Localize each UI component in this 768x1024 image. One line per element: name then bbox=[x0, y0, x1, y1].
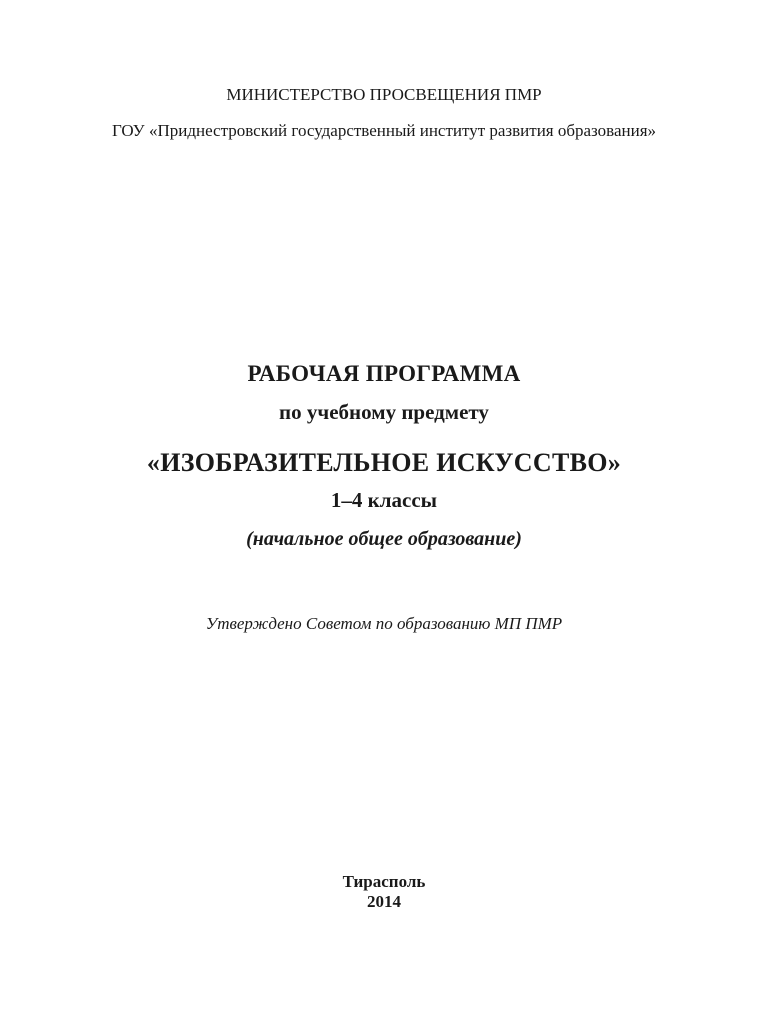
program-title: РАБОЧАЯ ПРОГРАММА bbox=[247, 361, 521, 386]
subject-name: «ИЗОБРАЗИТЕЛЬНОЕ ИСКУССТВО» bbox=[146, 448, 622, 477]
grades-range: 1–4 классы bbox=[330, 488, 438, 512]
education-level: (начальное общее образование) bbox=[246, 528, 522, 550]
publication-city: Тирасполь bbox=[342, 872, 426, 891]
institute-name: ГОУ «Приднестровский государственный институт развития образования» bbox=[111, 121, 657, 140]
program-subject-caption: по учебному предмету bbox=[279, 400, 489, 424]
approval-note: Утверждено Советом по образованию МП ПМР bbox=[205, 614, 563, 633]
publication-year: 2014 bbox=[367, 892, 401, 911]
ministry-name: МИНИСТЕРСТВО ПРОСВЕЩЕНИЯ ПМР bbox=[226, 85, 542, 104]
